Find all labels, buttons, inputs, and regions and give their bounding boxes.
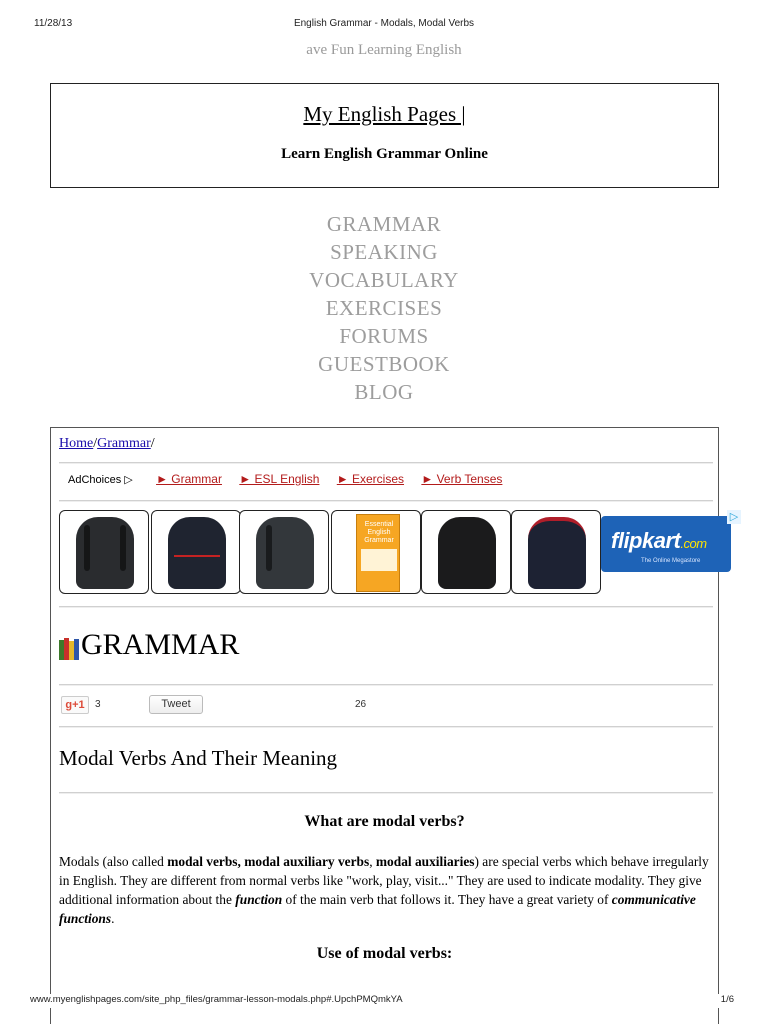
print-date: 11/28/13 xyxy=(34,18,73,29)
intro-paragraph: Modals (also called modal verbs, modal auxiliary verbs, modal auxiliaries) are special verbs which behave irregularly in English. They are different from normal verbs like "work, play, visit..." They are used to indicate modality. They give additional information about the function of the main verb that follows it. They have a great variety of communicative functions. xyxy=(59,854,709,926)
backpack-image xyxy=(256,517,314,589)
print-header xyxy=(0,18,768,32)
print-url: www.myenglishpages.com/site_php_files/grammar-lesson-modals.php#.UpchPMQmkYA xyxy=(30,994,403,1005)
ad-product-backpack[interactable] xyxy=(151,510,241,594)
ad-product-backpack[interactable] xyxy=(511,510,601,594)
adchoices-label[interactable]: AdChoices ▷ xyxy=(68,474,133,486)
site-title-box xyxy=(50,83,719,188)
ad-info-icon[interactable]: ▷ xyxy=(727,510,741,524)
print-document-title: English Grammar - Modals, Modal Verbs xyxy=(293,18,475,29)
backpack-image xyxy=(528,517,586,589)
ad-product-backpack[interactable] xyxy=(59,510,149,594)
backpack-image xyxy=(438,517,496,589)
ad-product-book[interactable] xyxy=(331,510,421,594)
breadcrumb-home[interactable]: Home xyxy=(59,436,94,451)
nav-item-blog[interactable]: BLOG xyxy=(354,380,414,404)
nav-item-speaking[interactable]: SPEAKING xyxy=(330,240,438,264)
nav-item-forums[interactable]: FORUMS xyxy=(339,324,429,348)
ad-banner[interactable] xyxy=(59,510,739,596)
divider xyxy=(59,606,713,608)
ad-product-backpack[interactable] xyxy=(421,510,511,594)
nav-item-guestbook[interactable]: GUESTBOOK xyxy=(318,352,450,376)
flipkart-tagline: The Online Megastore xyxy=(641,558,701,564)
nav-item-grammar[interactable]: GRAMMAR xyxy=(326,212,442,236)
divider xyxy=(59,792,713,794)
lesson-title: Modal Verbs And Their Meaning xyxy=(59,746,338,770)
breadcrumb-grammar[interactable]: Grammar xyxy=(97,436,151,451)
social-share-bar xyxy=(59,694,713,716)
divider xyxy=(59,684,713,686)
flipkart-name: flipkart xyxy=(611,528,681,553)
google-plus-count: 3 xyxy=(95,699,101,710)
print-footer xyxy=(0,994,768,1008)
ad-link-verb-tenses[interactable]: ► Verb Tenses xyxy=(421,472,503,486)
flipkart-domain: .com xyxy=(680,536,707,551)
backpack-image xyxy=(76,517,134,589)
main-nav xyxy=(0,210,768,406)
ad-link-esl-english[interactable]: ► ESL English xyxy=(239,472,320,486)
ad-link-grammar[interactable]: ► Grammar xyxy=(156,472,222,486)
flipkart-logo-text xyxy=(611,528,707,554)
nav-item-exercises[interactable]: EXERCISES xyxy=(325,296,443,320)
breadcrumb-separator: / xyxy=(93,436,98,451)
site-subtitle: Learn English Grammar Online xyxy=(281,146,488,162)
ad-links-bar xyxy=(68,472,516,486)
divider xyxy=(59,726,713,728)
section-heading-text: GRAMMAR xyxy=(81,628,240,661)
print-page-number: 1/6 xyxy=(720,994,734,1005)
book-cover-band xyxy=(361,549,397,571)
site-name-link[interactable]: My English Pages | xyxy=(303,102,466,126)
what-are-modals-heading: What are modal verbs? xyxy=(304,813,465,830)
book-cover-title: Essential English Grammar xyxy=(364,521,394,544)
breadcrumb-separator: / xyxy=(150,436,155,451)
google-plus-button[interactable]: g+1 xyxy=(61,696,89,714)
ad-product-backpack[interactable] xyxy=(239,510,329,594)
nav-item-vocabulary[interactable]: VOCABULARY xyxy=(309,268,459,292)
use-of-modals-heading: Use of modal verbs: xyxy=(316,945,453,962)
flipkart-logo[interactable] xyxy=(601,516,731,572)
breadcrumb xyxy=(59,436,155,452)
divider xyxy=(59,500,713,502)
site-tagline: ave Fun Learning English xyxy=(306,42,462,58)
book-cover-image xyxy=(356,514,400,592)
ad-link-exercises[interactable]: ► Exercises xyxy=(336,472,405,486)
like-count: 26 xyxy=(355,699,367,710)
backpack-image xyxy=(168,517,226,589)
section-heading xyxy=(59,628,239,662)
tweet-button[interactable]: Tweet xyxy=(149,695,203,714)
divider xyxy=(59,462,713,464)
